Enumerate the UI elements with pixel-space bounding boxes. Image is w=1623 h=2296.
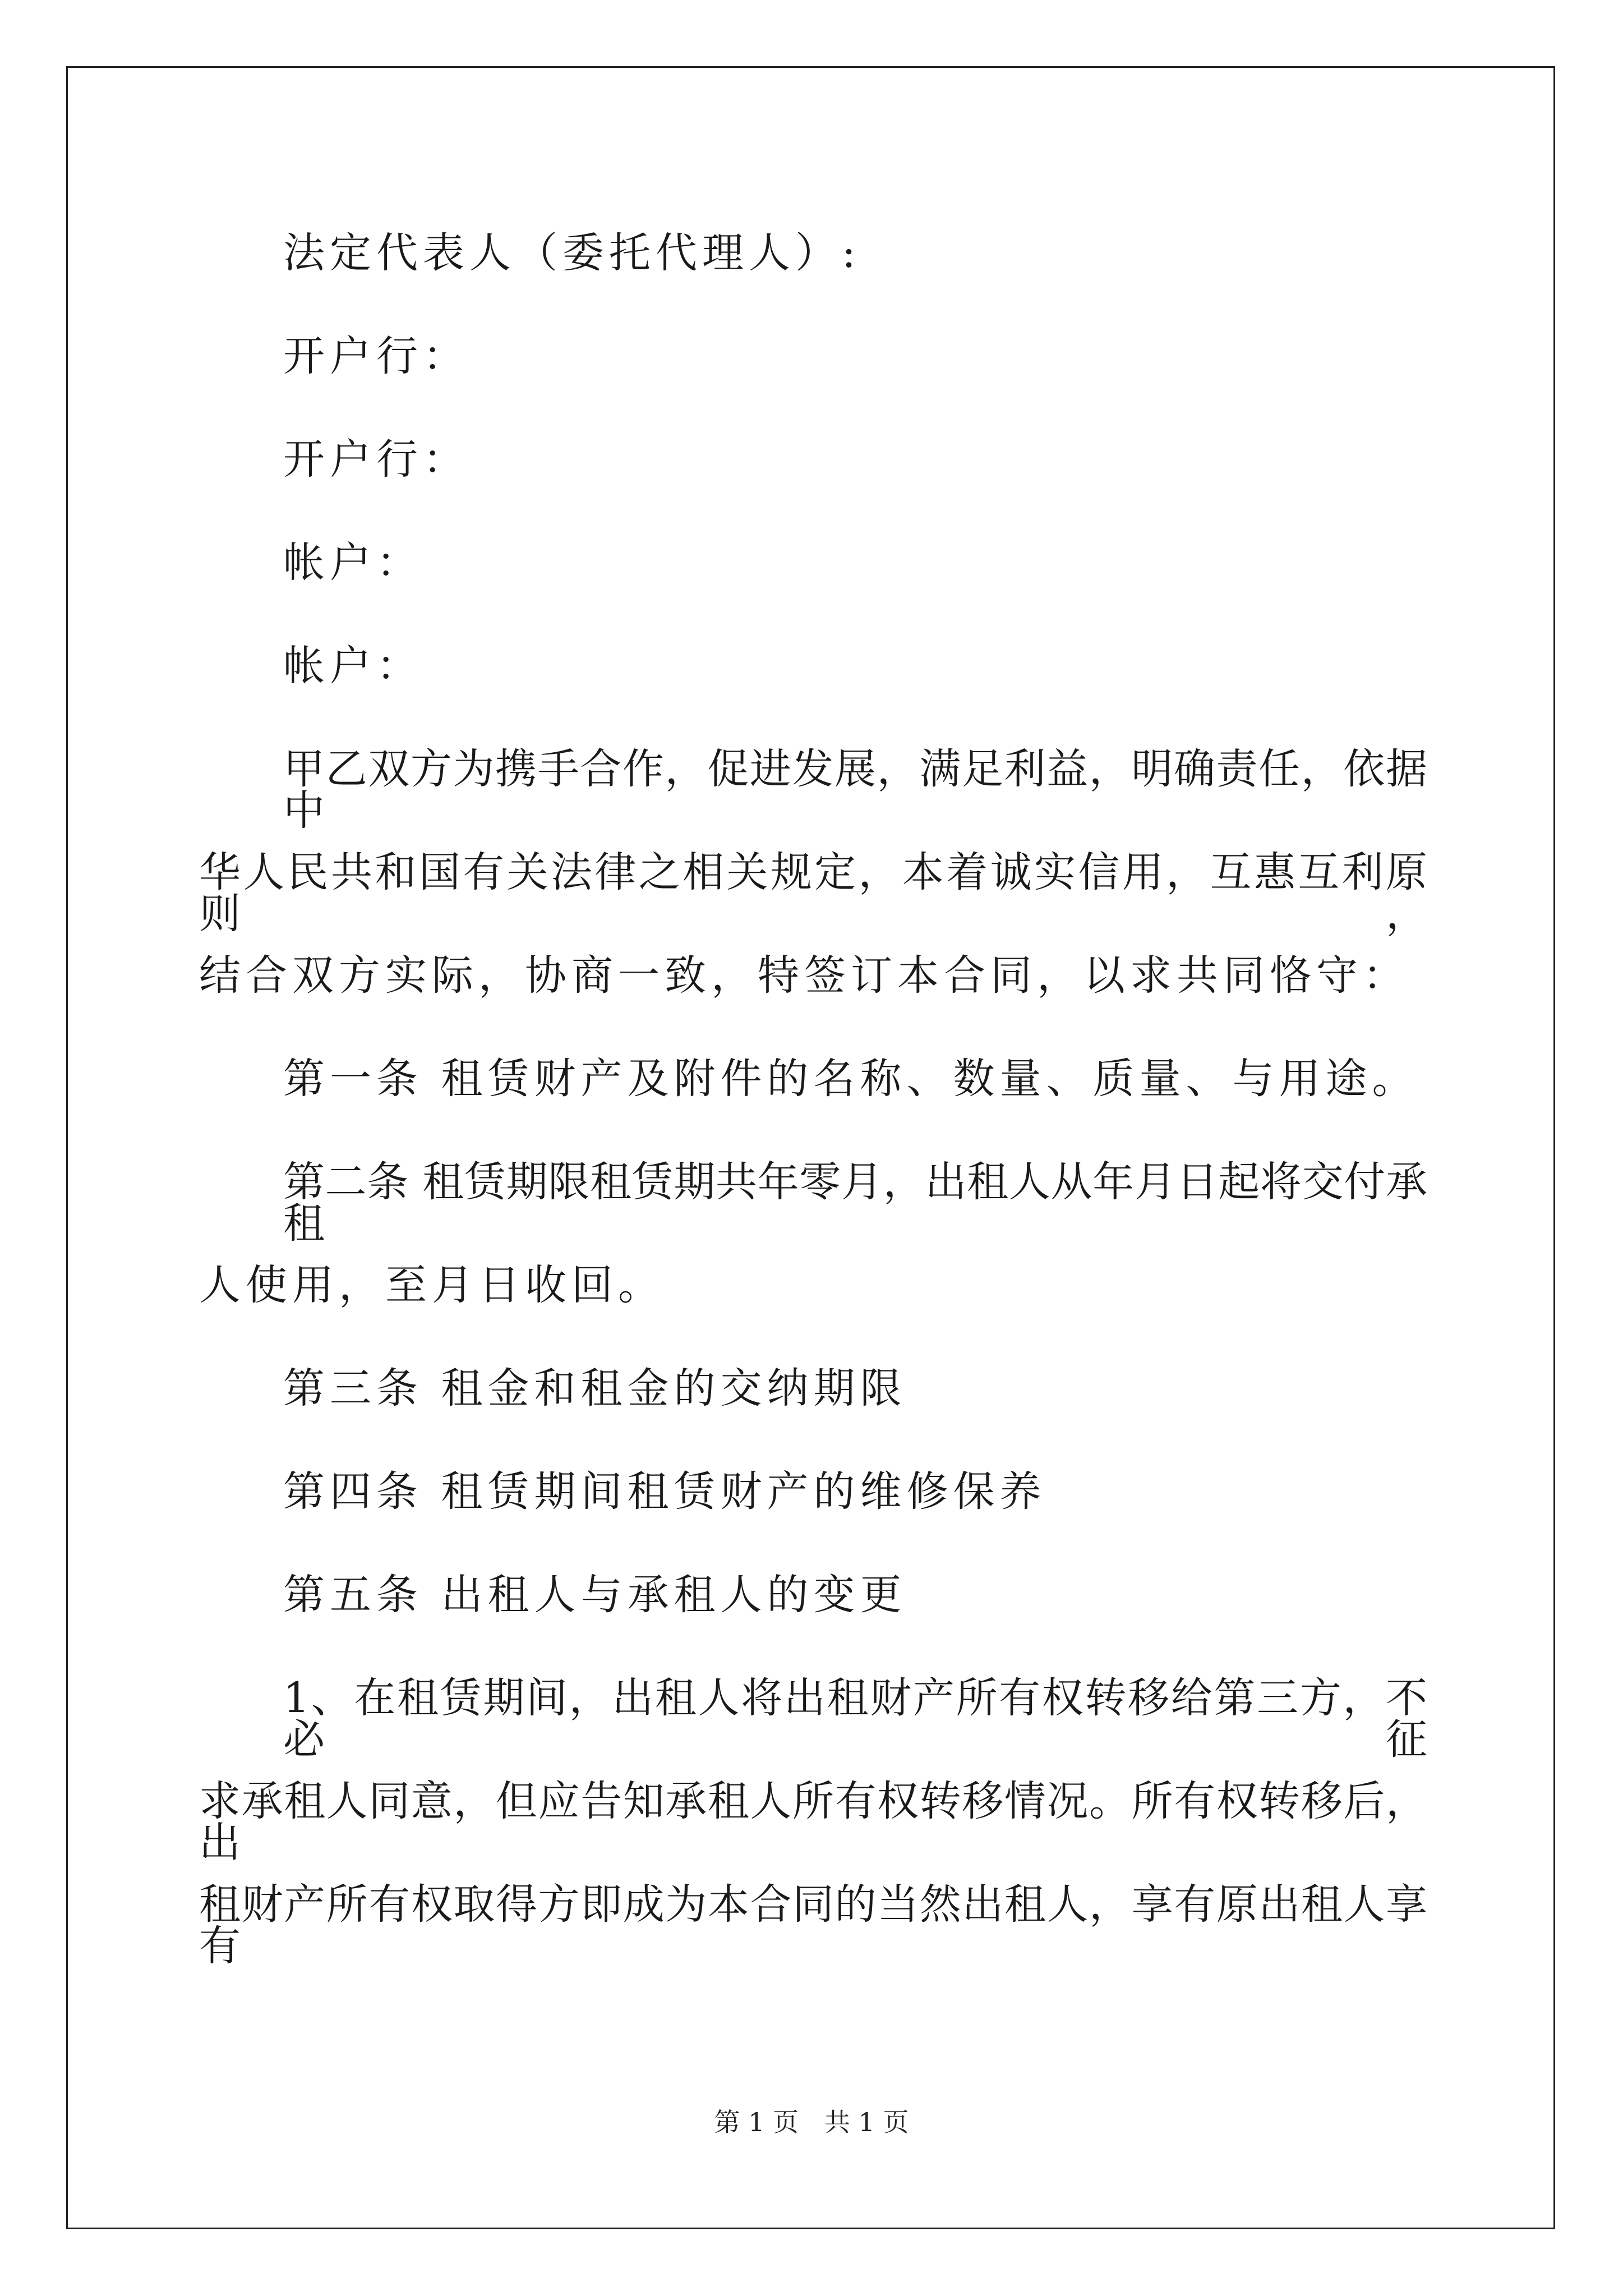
preamble-line-1: 甲乙双方为携手合作，促进发展，满足利益，明确责任，依据中 — [283, 745, 1427, 835]
bank-line-b: 开户行： — [283, 435, 469, 484]
article-3: 第三条 租金和租金的交纳期限 — [283, 1364, 907, 1412]
article-2-line-2: 人使用，至月日收回。 — [199, 1261, 665, 1309]
bank-line-a: 开户行： — [283, 332, 469, 380]
clause-1-line-1: 1、在租赁期间，出租人将出租财产所有权转移给第三方，不必征 — [283, 1674, 1427, 1764]
clause-1-line-3: 租财产所有权取得方即成为本合同的当然出租人，享有原出租人享有 — [199, 1880, 1427, 1970]
article-2-line-1: 第二条 租赁期限租赁期共年零月，出租人从年月日起将交付承租 — [283, 1158, 1427, 1248]
article-5: 第五条 出租人与承租人的变更 — [283, 1571, 907, 1619]
article-4: 第四条 租赁期间租赁财产的维修保养 — [283, 1467, 1046, 1516]
account-line-a: 帐户： — [283, 539, 423, 587]
account-line-b: 帐户： — [283, 642, 423, 690]
page-number: 第 1 页 共 1 页 — [714, 2107, 909, 2137]
preamble-line-2: 华人民共和国有关法律之相关规定，本着诚实信用，互惠互利原则， — [199, 848, 1427, 938]
article-1: 第一条 租赁财产及附件的名称、数量、质量、与用途。 — [283, 1055, 1419, 1103]
preamble-line-3: 结合双方实际，协商一致，特签订本合同，以求共同恪守： — [199, 951, 1409, 1000]
clause-1-line-2: 求承租人同意，但应告知承租人所有权转移情况。所有权转移后，出 — [199, 1777, 1427, 1867]
representative-line: 法定代表人（委托代理人）: — [283, 229, 861, 277]
